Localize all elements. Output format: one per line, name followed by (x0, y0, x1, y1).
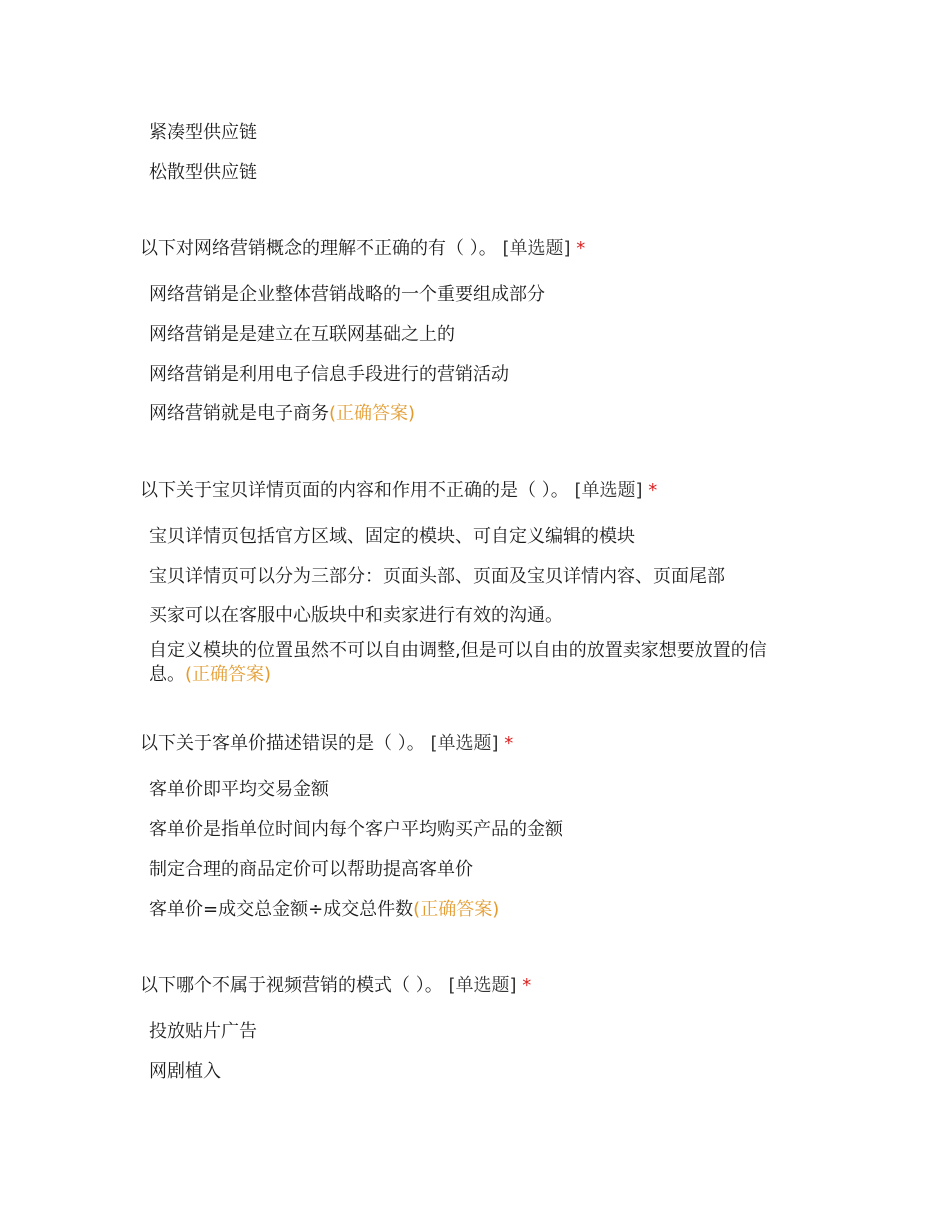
option[interactable]: 松散型供应链 (149, 162, 257, 183)
option[interactable]: 客单价即平均交易金额 (149, 779, 329, 800)
correct-answer-label: (正确答案) (329, 403, 416, 424)
required-mark: * (522, 975, 532, 996)
question-title: 以下关于宝贝详情页面的内容和作用不正确的是（ ）。 [单选题] * (140, 480, 658, 501)
option[interactable]: 网剧植入 (149, 1061, 221, 1082)
question-title: 以下哪个不属于视频营销的模式（ ）。 [单选题] * (140, 975, 532, 996)
option[interactable]: 制定合理的商品定价可以帮助提高客单价 (149, 859, 473, 880)
correct-answer-label: (正确答案) (185, 664, 272, 685)
question-type-tag: [单选题] (574, 480, 643, 501)
question-title: 以下对网络营销概念的理解不正确的有（ ）。 [单选题] * (140, 238, 586, 259)
required-mark: * (648, 480, 658, 501)
option[interactable]: 网络营销是企业整体营销战略的一个重要组成部分 (149, 284, 545, 305)
correct-answer-label: (正确答案) (413, 899, 500, 920)
question-type-tag: [单选题] (448, 975, 517, 996)
question-type-tag: [单选题] (502, 238, 571, 259)
option[interactable]: 网络营销是是建立在互联网基础之上的 (149, 324, 455, 345)
required-mark: * (576, 238, 586, 259)
option[interactable]: 宝贝详情页包括官方区域、固定的模块、可自定义编辑的模块 (149, 526, 635, 547)
option[interactable]: 紧凑型供应链 (149, 122, 257, 143)
required-mark: * (504, 733, 514, 754)
option[interactable]: 投放贴片广告 (149, 1021, 257, 1042)
option[interactable]: 客单价是指单位时间内每个客户平均购买产品的金额 (149, 819, 563, 840)
question-title: 以下关于客单价描述错误的是（ ）。 [单选题] * (140, 733, 514, 754)
question-type-tag: [单选题] (430, 733, 499, 754)
option[interactable]: 网络营销是利用电子信息手段进行的营销活动 (149, 364, 509, 385)
option[interactable]: 买家可以在客服中心版块中和卖家进行有效的沟通。 (149, 605, 563, 626)
option[interactable]: 宝贝详情页可以分为三部分：页面头部、页面及宝贝详情内容、页面尾部 (149, 566, 725, 587)
option-correct[interactable]: 客单价=成交总金额÷成交总件数(正确答案) (149, 899, 500, 920)
option-correct[interactable]: 网络营销就是电子商务(正确答案) (149, 403, 416, 424)
option-correct[interactable]: 自定义模块的位置虽然不可以自由调整,但是可以自由的放置卖家想要放置的信息。(正确答案) (149, 640, 767, 685)
